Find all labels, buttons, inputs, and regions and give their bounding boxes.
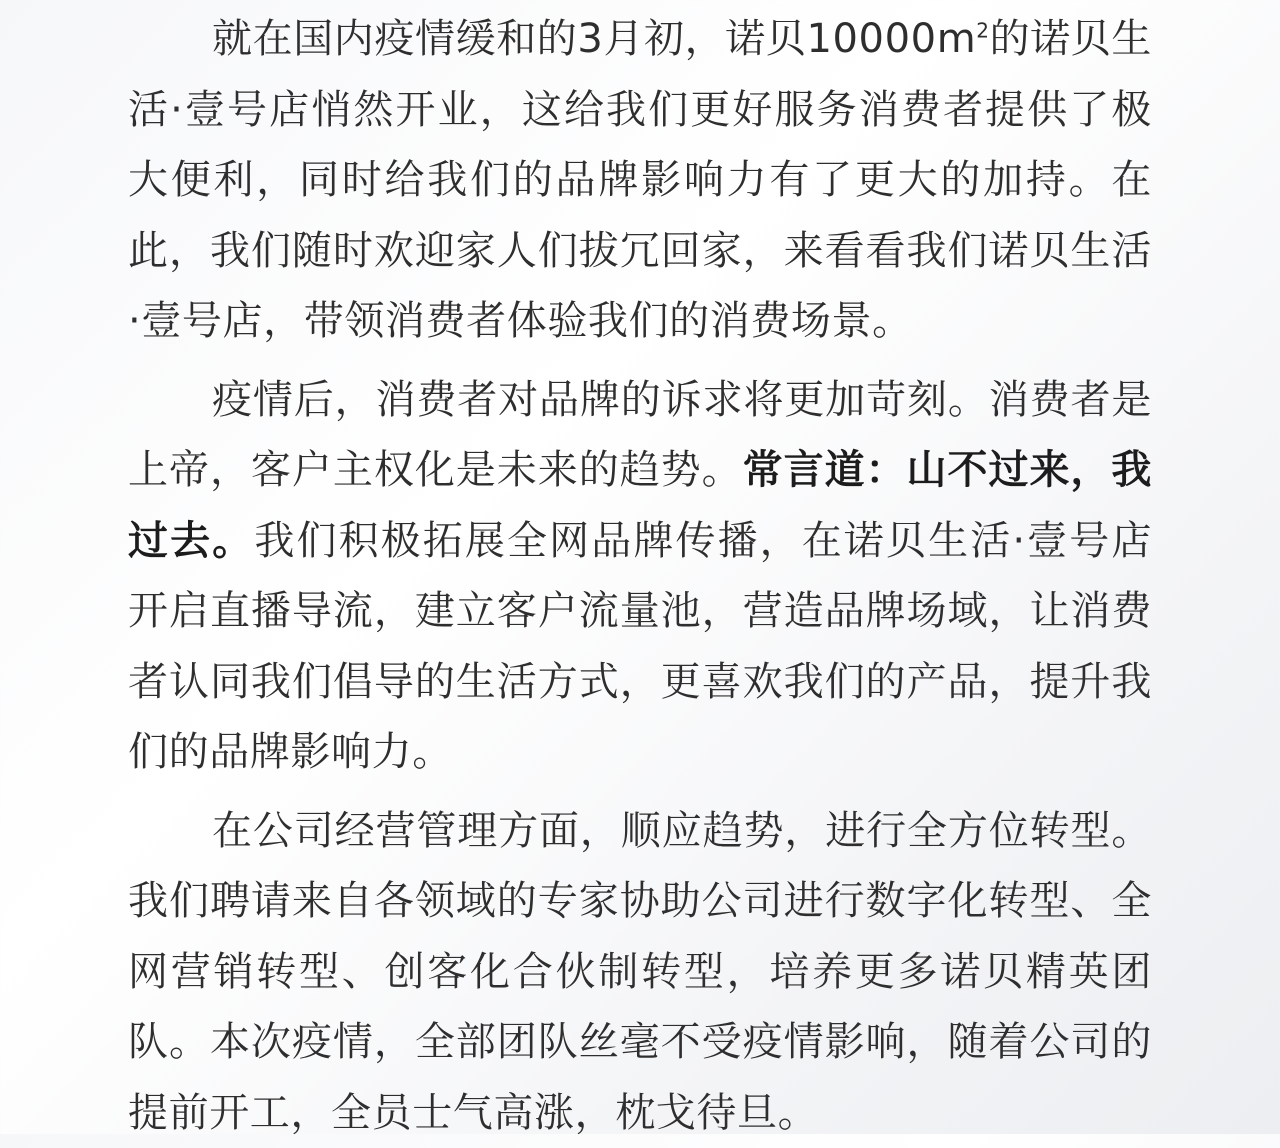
article-body	[128, 4, 1152, 1148]
bold-quote: 常言道：山不过来，我过去。	[128, 447, 1152, 564]
paragraph-text: 疫情后，消费者对品牌的诉求将更加苛刻。消费者是上帝，客户主权化是未来的趋势。	[128, 377, 1152, 494]
paragraph-company-transformation	[128, 796, 1152, 1148]
paragraph-consumer-trends	[128, 365, 1152, 788]
paragraph-text: 的诺贝生活·壹号店悄然开业，这给我们更好服务消费者提供了极大便利，同时给我们的品牌影响力有了更大的加持。在此，我们随时欢迎家人们拔冗回家，来看看我们诺贝生活·壹号店，带领消费者体验我们的消费场景。	[128, 16, 1152, 344]
superscript-text: 2	[976, 19, 989, 43]
paragraph-text: 就在国内疫情缓和的3月初，诺贝10000m	[212, 16, 976, 62]
paragraph-text: 在公司经营管理方面，顺应趋势，进行全方位转型。我们聘请来自各领域的专家协助公司进行数字化转型、全网营销转型、创客化合伙制转型，培养更多诺贝精英团队。本次疫情，全部团队丝毫不受疫情影响，随着公司的提前开工，全员士气高涨，枕戈待旦。	[128, 808, 1152, 1136]
paragraph-text: 我们积极拓展全网品牌传播，在诺贝生活·壹号店开启直播导流，建立客户流量池，营造品牌场域，让消费者认同我们倡导的生活方式，更喜欢我们的产品，提升我们的品牌影响力。	[128, 518, 1152, 776]
paragraph-store-opening	[128, 4, 1152, 357]
